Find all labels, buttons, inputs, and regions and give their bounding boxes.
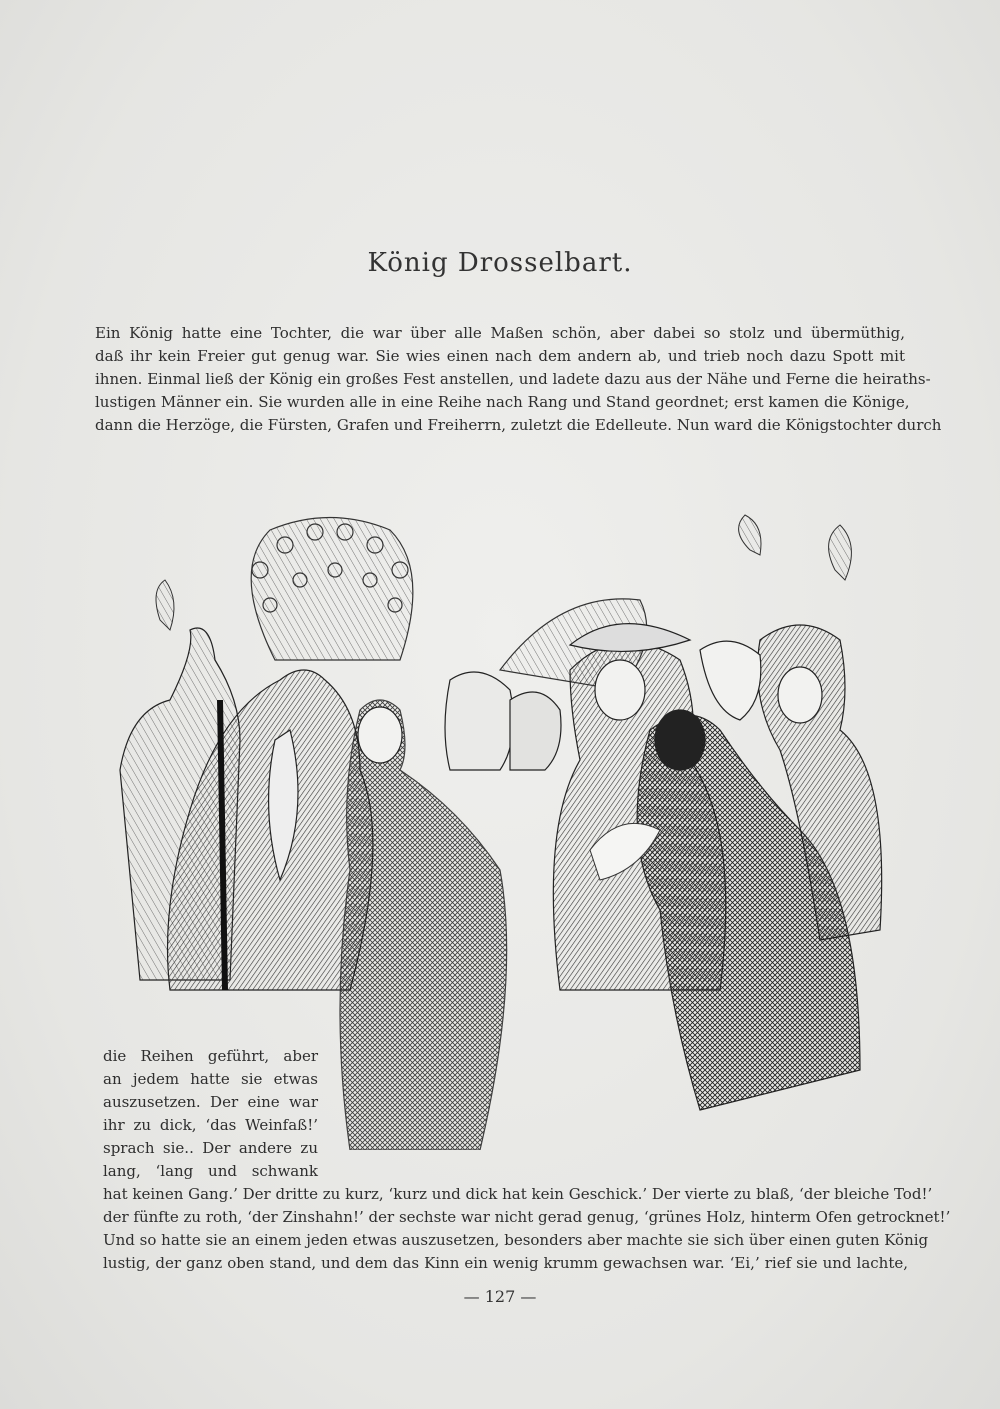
text-line: ihnen. Einmal ließ der König ein großes Fest anstellen, und ladete dazu aus der Nähe und Ferne die heiraths- xyxy=(95,370,931,388)
text-line: lang, ‘lang und schwank xyxy=(103,1162,318,1180)
page-title: König Drosselbart. xyxy=(367,248,633,278)
text-line: lustigen Männer ein. Sie wurden alle in eine Reihe nach Rang und Stand geordnet; erst kamen die Könige, xyxy=(95,393,910,411)
text-line: an jedem hatte sie etwas xyxy=(103,1070,318,1088)
page-number: — 127 — xyxy=(463,1287,537,1306)
peacock-fan xyxy=(251,518,413,661)
text-line: Und so hatte sie an einem jeden etwas auszusetzen, besonders aber machte sie sich über einen guten König xyxy=(103,1231,929,1249)
text-line: auszusetzen. Der eine war xyxy=(103,1093,318,1111)
text-line: der fünfte zu roth, ‘der Zinshahn!’ der sechste war nicht gerad genug, ‘grünes Holz, hinterm Ofen getrocknet!’ xyxy=(103,1208,951,1226)
text-line: die Reihen geführt, aber xyxy=(103,1047,318,1065)
text-line: hat keinen Gang.’ Der dritte zu kurz, ‘kurz und dick hat kein Geschick.’ Der vierte zu blaß, ‘der bleiche Tod!’ xyxy=(103,1185,933,1203)
figure-background-men xyxy=(445,672,513,770)
text-line: dann die Herzöge, die Fürsten, Grafen und Freiherrn, zuletzt die Edelleute. Nun ward die Königstochter durch xyxy=(95,416,942,434)
bottom-paragraph xyxy=(103,1183,951,1275)
text-line: lustig, der ganz oben stand, und dem das Kinn ein wenig krumm gewachsen war. ‘Ei,’ rief sie und lachte, xyxy=(103,1254,908,1272)
text-line: daß ihr kein Freier gut genug war. Sie wies einen nach dem andern ab, und trieb noch dazu Spott mit xyxy=(95,347,905,365)
text-line: Ein König hatte eine Tochter, die war über alle Maßen schön, aber dabei so stolz und übermüthig, xyxy=(95,324,905,342)
text-line: sprach sie.. Der andere zu xyxy=(103,1139,318,1157)
text-line: ihr zu dick, ‘das Weinfaß!’ xyxy=(103,1116,318,1134)
left-column-text xyxy=(103,1045,318,1183)
top-paragraph xyxy=(95,322,942,437)
